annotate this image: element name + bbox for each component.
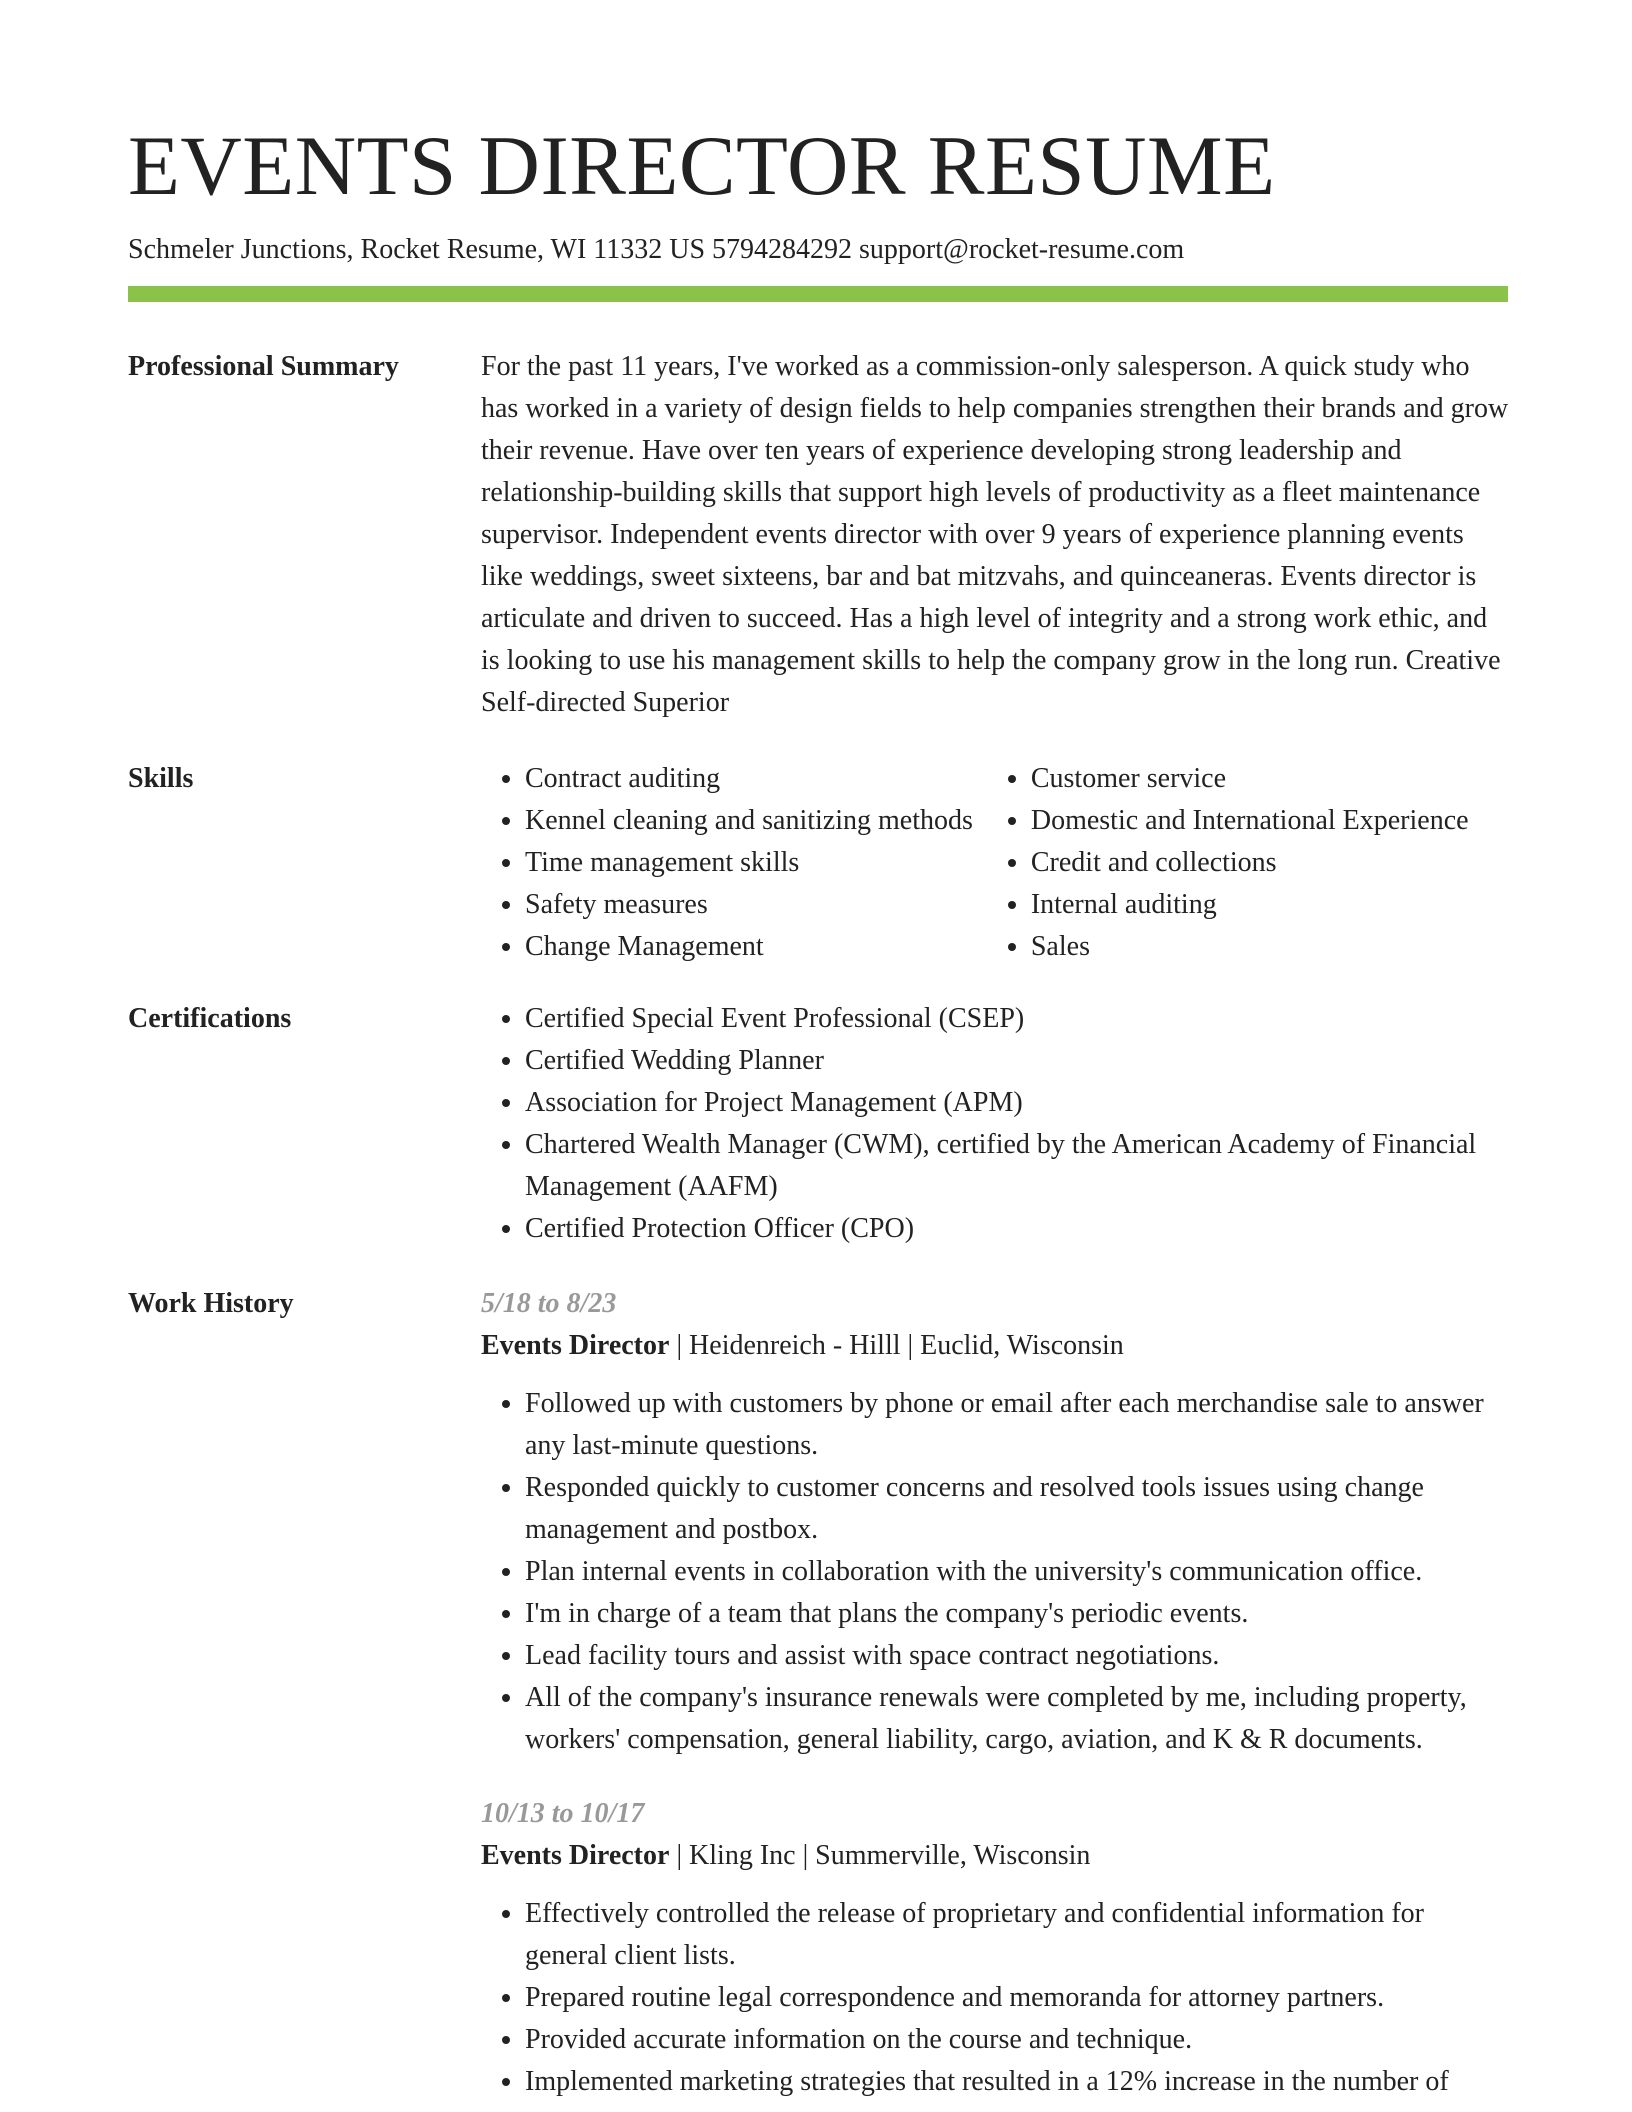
summary-label: Professional Summary <box>128 351 399 382</box>
job-title: Events Director <box>481 1840 670 1871</box>
summary-text: For the past 11 years, I've worked as a commission-only salesperson. A quick study who has worked in a variety of design fields to help companies strengthen their brands and grow their revenue. Have over ten years of experience developing strong leadership and relationship-building skills that support high levels of productivity as a fleet maintenance supervisor. Independent events director with over 9 years of experience planning events like weddings, sweet sixteens, bar and bat mitzvahs, and quinceaneras. Events director is articulate and driven to succeed. Has a high level of integrity and a strong work ethic, and is looking to use his management skills to help the company grow in the long run. Creative Self-directed Superior <box>481 351 1509 718</box>
skill-item: • Kennel cleaning and sanitizing methods <box>525 800 987 842</box>
skill-item: • Customer service <box>1031 758 1511 800</box>
job-entry <box>481 1283 1511 1761</box>
skills-column-right <box>987 758 1511 968</box>
job-bullet: • Responded quickly to customer concerns and resolved tools issues using change management and postbox. <box>525 1467 1511 1551</box>
skills-grid <box>481 758 1511 968</box>
job-entry <box>481 1793 1511 2103</box>
certification-item: • Certified Protection Officer (CPO) <box>525 1208 1511 1250</box>
summary-body <box>481 346 1511 724</box>
job-bullet: • Effectively controlled the release of proprietary and confidential information for general client lists. <box>525 1893 1511 1977</box>
certifications-body <box>481 998 1511 1250</box>
skill-item: • Credit and collections <box>1031 842 1511 884</box>
job-bullet: • I'm in charge of a team that plans the company's periodic events. <box>525 1593 1511 1635</box>
certification-item: • Certified Special Event Professional (CSEP) <box>525 998 1511 1040</box>
job-bullets <box>481 1893 1511 2103</box>
job-details: | Heidenreich - Hilll | Euclid, Wisconsin <box>669 1330 1124 1361</box>
job-heading <box>481 1325 1511 1367</box>
skill-item: • Internal auditing <box>1031 884 1511 926</box>
job-bullets <box>481 1383 1511 1761</box>
skills-body <box>481 758 1511 968</box>
certifications-list <box>481 998 1511 1250</box>
job-bullet: • All of the company's insurance renewals were completed by me, including property, workers' compensation, general liability, cargo, aviation, and K & R documents. <box>525 1677 1511 1761</box>
job-heading <box>481 1835 1511 1877</box>
skill-item: • Time management skills <box>525 842 987 884</box>
skill-item: • Change Management <box>525 926 987 968</box>
skill-item: • Contract auditing <box>525 758 987 800</box>
job-bullet: • Implemented marketing strategies that resulted in a 12% increase in the number of <box>525 2061 1511 2103</box>
job-title: Events Director <box>481 1330 670 1361</box>
contact-line: Schmeler Junctions, Rocket Resume, WI 11332 US 5794284292 support@rocket-resume.com <box>128 234 1185 265</box>
work-history-label: Work History <box>128 1288 294 1319</box>
resume-title: EVENTS DIRECTOR RESUME <box>128 119 1276 213</box>
certifications-label: Certifications <box>128 1003 292 1034</box>
certification-item: • Association for Project Management (APM) <box>525 1082 1511 1124</box>
skill-item: • Domestic and International Experience <box>1031 800 1511 842</box>
skill-item: • Safety measures <box>525 884 987 926</box>
certification-item: • Certified Wedding Planner <box>525 1040 1511 1082</box>
job-bullet: • Lead facility tours and assist with space contract negotiations. <box>525 1635 1511 1677</box>
skills-column-left <box>481 758 987 968</box>
certification-item: • Chartered Wealth Manager (CWM), certified by the American Academy of Financial Management (AAFM) <box>525 1124 1511 1208</box>
job-dates: 10/13 to 10/17 <box>481 1798 645 1829</box>
skill-item: • Sales <box>1031 926 1511 968</box>
job-bullet: • Plan internal events in collaboration with the university's communication office. <box>525 1551 1511 1593</box>
skills-label: Skills <box>128 763 194 794</box>
job-dates: 5/18 to 8/23 <box>481 1288 617 1319</box>
accent-divider <box>128 286 1508 302</box>
job-bullet: • Provided accurate information on the course and technique. <box>525 2019 1511 2061</box>
job-bullet: • Prepared routine legal correspondence and memoranda for attorney partners. <box>525 1977 1511 2019</box>
work-history-body <box>481 1283 1511 2103</box>
job-bullet: • Followed up with customers by phone or email after each merchandise sale to answer any last-minute questions. <box>525 1383 1511 1467</box>
job-details: | Kling Inc | Summerville, Wisconsin <box>669 1840 1091 1871</box>
